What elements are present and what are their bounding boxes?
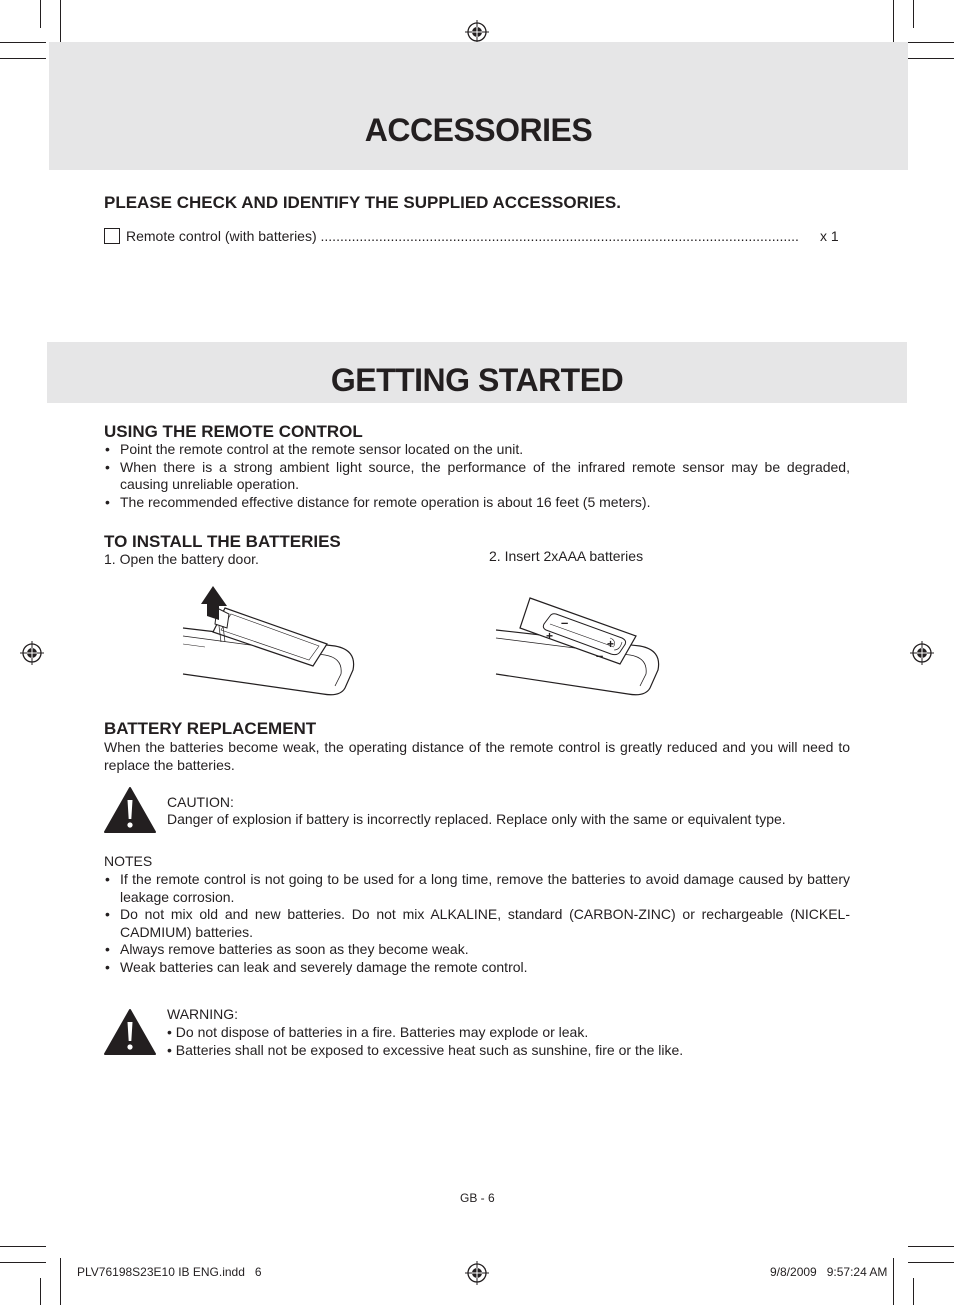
registration-mark-icon xyxy=(910,641,934,665)
accessories-banner xyxy=(49,42,908,170)
minus-polarity-label: – xyxy=(596,648,604,663)
accessories-title: ACCESSORIES xyxy=(364,112,593,148)
warning-label: WARNING: xyxy=(167,1006,239,1022)
list-item: • When there is a strong ambient light source, the performance of the infrared remote sensor may be degraded, causing unreliable operation. xyxy=(104,459,850,494)
warning-line-1: • Do not dispose of batteries in a fire. Batteries may explode or leak. xyxy=(167,1024,589,1040)
caution-label: CAUTION: xyxy=(167,794,234,810)
caution-text: Danger of explosion if battery is incorrectly replaced. Replace only with the same or equivalent type. xyxy=(167,811,786,827)
accessory-item-label: Remote control (with batteries) ........................................................................................................................... xyxy=(126,228,799,244)
remote-heading: USING THE REMOTE CONTROL xyxy=(104,422,363,441)
accessory-item-quantity: x 1 xyxy=(820,228,839,244)
plus-polarity-label: + xyxy=(546,629,554,643)
install-step-1: 1. Open the battery door. xyxy=(104,551,259,567)
registration-mark-icon xyxy=(465,1261,489,1285)
print-slug-file: PLV76198S23E10 IB ENG.indd 6 xyxy=(77,1265,262,1279)
notes-label: NOTES xyxy=(104,853,153,869)
accessories-check-heading: PLEASE CHECK AND IDENTIFY THE SUPPLIED ACCESSORIES. xyxy=(104,193,621,212)
list-item: • If the remote control is not going to be used for a long time, remove the batteries to avoid damage caused by battery leakage corrosion. xyxy=(104,871,850,906)
plus-polarity-label: + xyxy=(607,637,615,651)
list-item: • Do not mix old and new batteries. Do not mix ALKALINE, standard (CARBON-ZINC) or rechargeable (NICKEL-CADMIUM) batteries. xyxy=(104,906,850,941)
install-step-2: 2. Insert 2xAAA batteries xyxy=(489,548,644,564)
list-item: • Point the remote control at the remote sensor located on the unit. xyxy=(104,441,850,459)
print-slug-date: 9/8/2009 9:57:24 AM xyxy=(770,1265,888,1279)
notes-bullet-list xyxy=(104,871,850,976)
list-item: • Weak batteries can leak and severely damage the remote control. xyxy=(104,959,850,977)
getting-started-title: GETTING STARTED xyxy=(330,362,624,398)
caution-triangle-icon xyxy=(103,786,157,834)
caution-triangle-icon xyxy=(103,1008,157,1056)
registration-mark-icon xyxy=(465,20,489,44)
minus-polarity-label: – xyxy=(561,615,569,630)
remote-open-door-illustration xyxy=(175,580,365,700)
replacement-text: When the batteries become weak, the operating distance of the remote control is greatly reduced and you will need to replace the batteries. xyxy=(104,739,850,773)
list-item: • The recommended effective distance for remote operation is about 16 feet (5 meters). xyxy=(104,494,850,512)
remote-bullet-list xyxy=(104,441,850,511)
getting-started-banner xyxy=(47,342,907,403)
accessory-checkbox[interactable] xyxy=(104,228,120,244)
replacement-heading: BATTERY REPLACEMENT xyxy=(104,719,317,738)
page-number: GB - 6 xyxy=(460,1191,495,1205)
registration-mark-icon xyxy=(20,641,44,665)
list-item: • Always remove batteries as soon as they become weak. xyxy=(104,941,850,959)
install-heading: TO INSTALL THE BATTERIES xyxy=(104,532,341,551)
remote-insert-batteries-illustration xyxy=(490,584,670,700)
warning-line-2: • Batteries shall not be exposed to excessive heat such as sunshine, fire or the like. xyxy=(167,1042,684,1058)
